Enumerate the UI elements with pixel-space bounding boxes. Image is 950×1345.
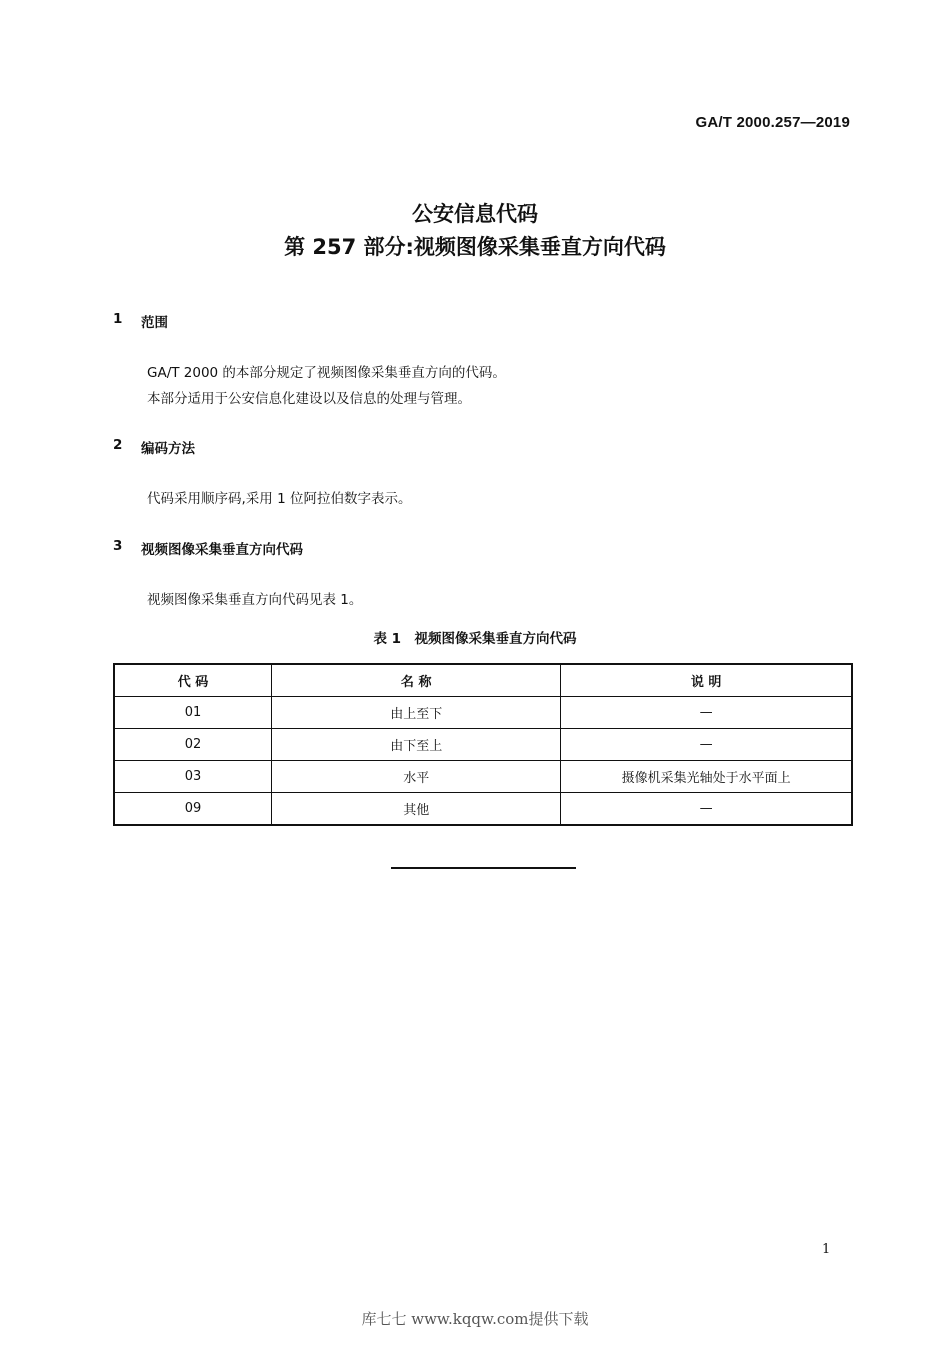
section-1-heading: 范围 <box>141 315 168 331</box>
cell-name: 由下至上 <box>272 729 561 761</box>
section-1-paragraph-1: GA/T 2000 的本部分规定了视频图像采集垂直方向的代码。 <box>147 365 506 381</box>
standard-number: GA/T 2000.257—2019 <box>695 114 850 131</box>
table-row <box>114 761 852 793</box>
document-subtitle: 第 257 部分:视频图像采集垂直方向代码 <box>284 235 666 259</box>
table-header-row <box>114 664 852 697</box>
cell-description: — <box>561 697 852 729</box>
section-1-paragraph-2: 本部分适用于公安信息化建设以及信息的处理与管理。 <box>147 391 471 407</box>
end-rule <box>391 867 576 869</box>
footer-watermark[interactable]: 库七七 www.kqqw.com提供下载 <box>361 1310 589 1328</box>
cell-description: — <box>561 793 852 826</box>
header-name: 名 称 <box>272 664 561 697</box>
cell-description: — <box>561 729 852 761</box>
cell-name: 由上至下 <box>272 697 561 729</box>
cell-code: 09 <box>114 793 272 826</box>
cell-code: 03 <box>114 761 272 793</box>
code-table <box>113 663 853 826</box>
section-3-paragraph-1: 视频图像采集垂直方向代码见表 1。 <box>147 592 363 608</box>
cell-code: 01 <box>114 697 272 729</box>
table-caption: 表 1 视频图像采集垂直方向代码 <box>373 631 577 647</box>
section-2-paragraph-1: 代码采用顺序码,采用 1 位阿拉伯数字表示。 <box>147 491 412 507</box>
section-3-heading: 视频图像采集垂直方向代码 <box>141 542 303 558</box>
document-title: 公安信息代码 <box>412 202 538 226</box>
cell-description: 摄像机采集光轴处于水平面上 <box>561 761 852 793</box>
table-row <box>114 729 852 761</box>
section-3-number: 3 <box>113 538 123 554</box>
cell-name: 其他 <box>272 793 561 826</box>
header-code: 代 码 <box>114 664 272 697</box>
section-2-number: 2 <box>113 437 123 453</box>
section-1-number: 1 <box>113 311 123 327</box>
table-row <box>114 793 852 826</box>
cell-code: 02 <box>114 729 272 761</box>
section-2-heading: 编码方法 <box>141 441 195 457</box>
table-row <box>114 697 852 729</box>
header-description: 说 明 <box>561 664 852 697</box>
cell-name: 水平 <box>272 761 561 793</box>
page-number: 1 <box>822 1242 831 1257</box>
